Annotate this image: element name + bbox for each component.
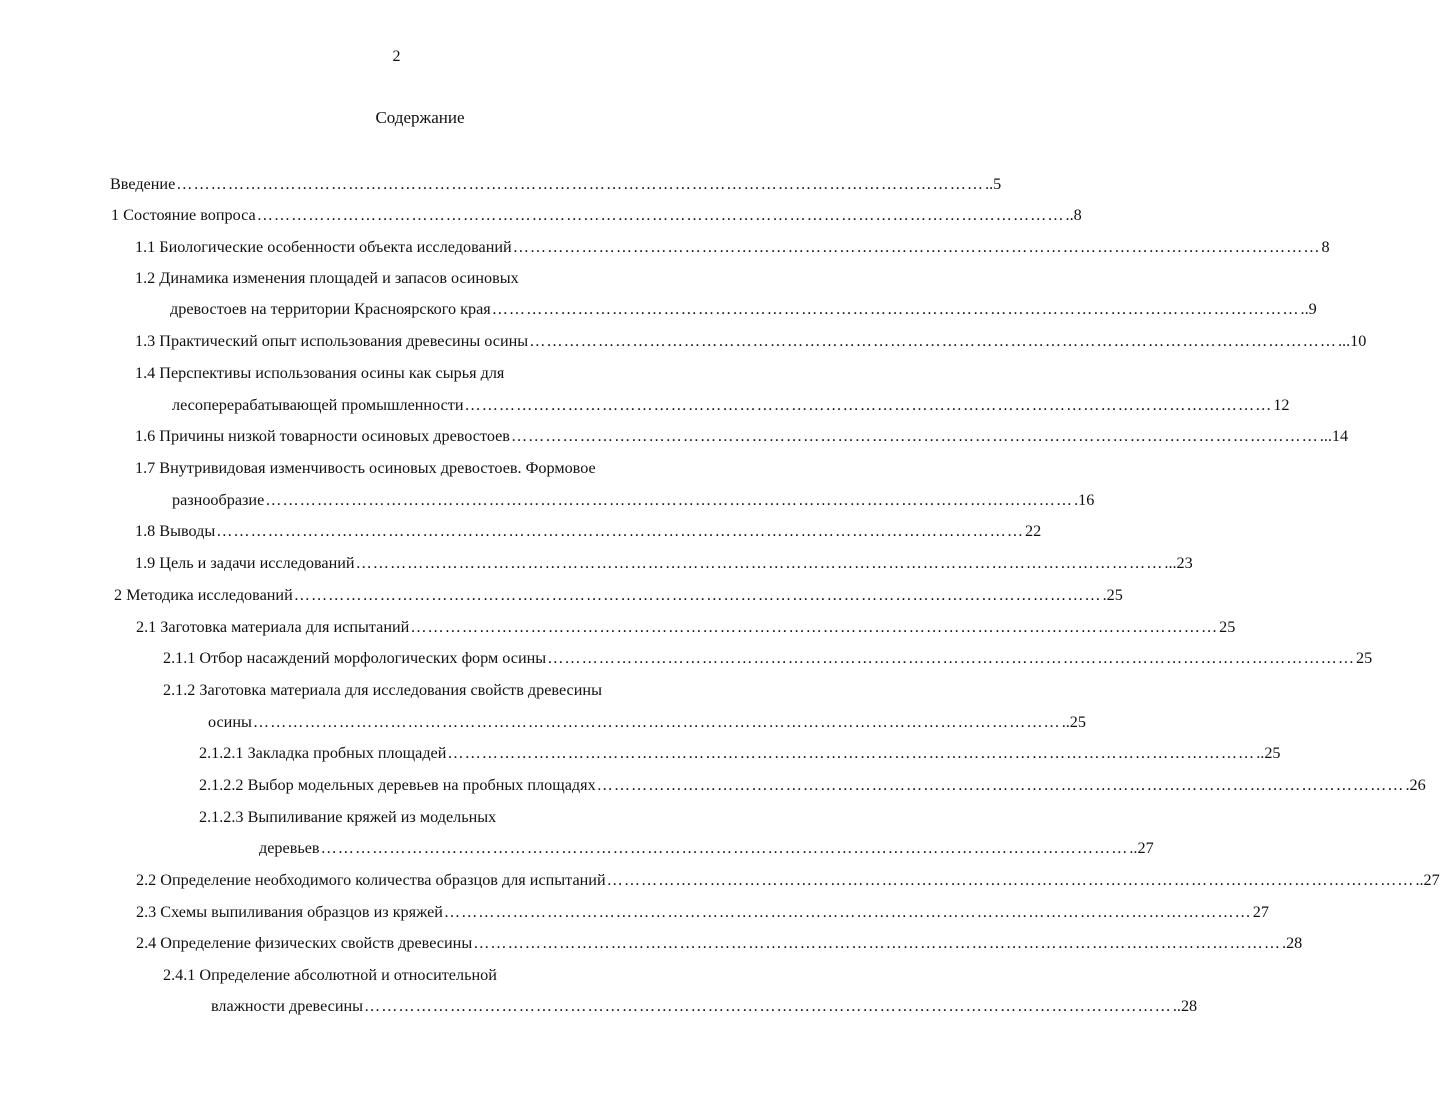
toc-entry-text: 1.9 Цель и задачи исследований — [135, 554, 355, 572]
toc-entry-text: разнообразие — [172, 491, 265, 509]
toc-entry-1-7-line2 — [172, 490, 1095, 510]
toc-entry-section-2 — [114, 585, 1123, 605]
toc-entry-text: Введение — [110, 175, 176, 193]
dot-leader: …………………………………………………………………………………………………………………………… — [510, 427, 1319, 445]
toc-page-number: ..8 — [1065, 206, 1082, 224]
toc-entry-text: 1.6 Причины низкой товарности осиновых древостоев — [135, 427, 510, 445]
dot-leader: …………………………………………………………………………………………………………………………… — [596, 776, 1405, 794]
dot-leader: …………………………………………………………………………………………………………………………… — [355, 554, 1164, 572]
toc-entry-1-4-line1 — [135, 363, 504, 383]
toc-entry-2-1-2-3-line2 — [259, 838, 1154, 858]
toc-entry-text: 1.7 Внутривидовая изменчивость осиновых древостоев. Формовое — [135, 459, 596, 477]
toc-entry-text: 1.4 Перспективы использования осины как сырья для — [135, 364, 505, 382]
dot-leader: …………………………………………………………………………………………………………………………… — [176, 175, 985, 193]
toc-entry-1-7-line1 — [135, 458, 596, 478]
toc-entry-2-1-2-line1 — [163, 680, 602, 700]
toc-entry-text: 2.2 Определение необходимого количества образцов для испытаний — [136, 871, 606, 889]
toc-entry-1-6 — [135, 426, 1349, 446]
toc-entry-1-2-line1 — [135, 268, 519, 288]
dot-leader: …………………………………………………………………………………………………………………………… — [320, 839, 1129, 857]
toc-entry-text: 1.2 Динамика изменения площадей и запасов осиновых — [135, 269, 519, 287]
toc-entry-text: 1.3 Практический опыт использования древесины осины — [135, 332, 529, 350]
dot-leader: …………………………………………………………………………………………………………………………… — [491, 300, 1300, 318]
dot-leader: …………………………………………………………………………………………………………………………… — [256, 206, 1065, 224]
toc-entry-text: 2.1.1 Отбор насаждений морфологических форм осины — [163, 649, 547, 667]
toc-page-number: 22 — [1025, 522, 1042, 540]
dot-leader: …………………………………………………………………………………………………………………………… — [265, 491, 1074, 509]
toc-entry-text: древостоев на территории Красноярского края — [170, 300, 491, 318]
toc-entry-introduction — [110, 174, 1002, 194]
toc-entry-text: 2.1.2.3 Выпиливание кряжей из модельных — [199, 808, 497, 826]
toc-entry-text: 2.1 Заготовка материала для испытаний — [136, 618, 410, 636]
dot-leader: …………………………………………………………………………………………………………………………… — [512, 238, 1321, 256]
dot-leader: …………………………………………………………………………………………………………………………… — [443, 903, 1252, 921]
toc-entry-2-1-2-3-line1 — [199, 807, 496, 827]
toc-page-number: ..25 — [1256, 744, 1281, 762]
toc-entry-text: деревьев — [259, 839, 320, 857]
toc-entry-section-1 — [111, 205, 1082, 225]
toc-entry-text: влажности древесины — [211, 997, 364, 1015]
toc-entry-2-3 — [136, 902, 1269, 922]
dot-leader: …………………………………………………………………………………………………………………………… — [464, 396, 1273, 414]
toc-entry-1-1 — [135, 237, 1330, 257]
toc-entry-text: осины — [208, 713, 252, 731]
toc-page-number: .16 — [1074, 491, 1095, 509]
toc-entry-text: 1.1 Биологические особенности объекта исследований — [135, 238, 512, 256]
toc-entry-text: 1 Состояние вопроса — [111, 206, 256, 224]
dot-leader: …………………………………………………………………………………………………………………………… — [473, 934, 1282, 952]
toc-entry-text: 1.8 Выводы — [135, 522, 216, 540]
dot-leader: …………………………………………………………………………………………………………………………… — [216, 522, 1025, 540]
toc-page-number: .26 — [1405, 776, 1426, 794]
toc-page-number: 27 — [1252, 903, 1269, 921]
dot-leader: …………………………………………………………………………………………………………………………… — [252, 713, 1061, 731]
toc-entry-1-2-line2 — [170, 299, 1317, 319]
toc-page-number: ..27 — [1415, 871, 1440, 889]
toc-page-number: ..9 — [1300, 300, 1317, 318]
toc-entry-1-9 — [135, 553, 1193, 573]
toc-page-number: 12 — [1273, 396, 1290, 414]
toc-entry-text: 2.1.2.1 Закладка пробных площадей — [199, 744, 447, 762]
toc-page-number: ...23 — [1164, 554, 1193, 572]
toc-page-number: ..5 — [985, 175, 1002, 193]
dot-leader: …………………………………………………………………………………………………………………………… — [364, 997, 1172, 1015]
toc-entry-text: 2.3 Схемы выпиливания образцов из кряжей — [136, 903, 443, 921]
toc-entry-2-1-2-2 — [199, 775, 1426, 795]
toc-entry-text: 2.4.1 Определение абсолютной и относительной — [163, 966, 497, 984]
dot-leader: …………………………………………………………………………………………………………………………… — [293, 586, 1102, 604]
toc-entry-1-4-line2 — [172, 395, 1290, 415]
toc-page-number: ...10 — [1338, 332, 1367, 350]
dot-leader: …………………………………………………………………………………………………………………………… — [547, 649, 1355, 667]
dot-leader: …………………………………………………………………………………………………………………………… — [529, 332, 1337, 350]
dot-leader: …………………………………………………………………………………………………………………………… — [606, 871, 1415, 889]
toc-page-number: .28 — [1282, 934, 1303, 952]
page-number: 2 — [392, 48, 401, 65]
toc-page-number: 8 — [1321, 238, 1330, 256]
page-title: Содержание — [375, 108, 465, 127]
toc-entry-2-1-2-line2 — [208, 712, 1086, 732]
toc-entry-text: 2 Методика исследований — [114, 586, 293, 604]
toc-entry-1-8 — [135, 521, 1042, 541]
toc-entry-2-1-2-1 — [199, 743, 1281, 763]
dot-leader: …………………………………………………………………………………………………………………………… — [447, 744, 1256, 762]
dot-leader: …………………………………………………………………………………………………………………………… — [410, 618, 1219, 636]
toc-entry-2-4-1-line1 — [163, 965, 497, 985]
toc-entry-2-1 — [136, 617, 1236, 637]
toc-page-number: ..27 — [1129, 839, 1154, 857]
toc-page-number: ..28 — [1172, 997, 1198, 1015]
toc-entry-text: 2.4 Определение физических свойств древесины — [136, 934, 473, 952]
toc-page-number: ..25 — [1061, 713, 1086, 731]
toc-entry-text: лесоперерабатывающей промышленности — [172, 396, 464, 414]
toc-page-number: .25 — [1102, 586, 1123, 604]
toc-page-number: 25 — [1219, 618, 1236, 636]
toc-entry-text: 2.1.2.2 Выбор модельных деревьев на пробных площадях — [199, 776, 596, 794]
toc-entry-2-1-1 — [163, 648, 1373, 668]
toc-entry-2-4-1-line2 — [211, 996, 1198, 1016]
toc-entry-2-2 — [136, 870, 1440, 890]
toc-entry-2-4 — [136, 933, 1303, 953]
toc-page-number: ...14 — [1319, 427, 1349, 445]
toc-entry-text: 2.1.2 Заготовка материала для исследования свойств древесины — [163, 681, 602, 699]
toc-entry-1-3 — [135, 331, 1367, 351]
toc-page-number: 25 — [1356, 649, 1373, 667]
